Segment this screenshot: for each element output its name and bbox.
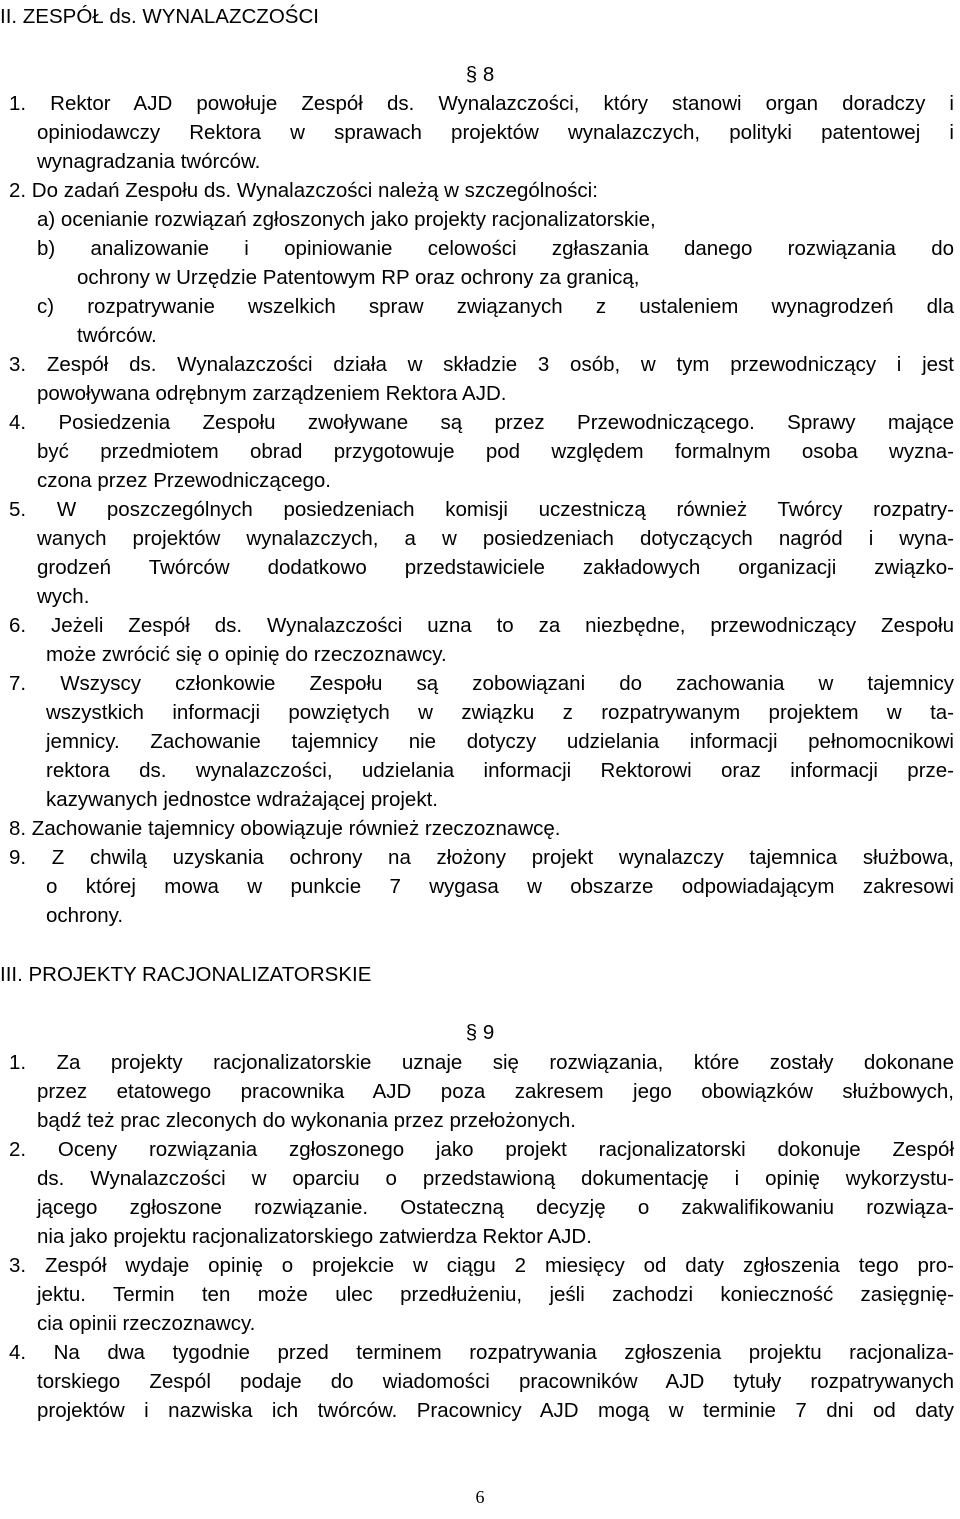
text-line: ochrony.: [46, 904, 124, 927]
text-line: być przedmiotem obrad przygotowuje pod względem formalnym osoba wyzna-: [37, 440, 954, 463]
text-line: torskiego Zespól podaje do wiadomości pracowników AJD tytuły rozpatrywanych: [37, 1370, 954, 1393]
text-line: wszystkich informacji powziętych w związku z rozpatrywanym projektem w ta-: [46, 701, 954, 724]
text-line: 2. Oceny rozwiązania zgłoszonego jako projekt racjonalizatorski dokonuje Zespół: [9, 1138, 954, 1161]
text-line: 2. Do zadań Zespołu ds. Wynalazczości należą w szczególności:: [9, 179, 598, 202]
text-line: ds. Wynalazczości w oparciu o przedstawioną dokumentację i opinię wykorzystu-: [37, 1167, 954, 1190]
text-line: wych.: [37, 585, 90, 608]
text-line: 9. Z chwilą uzyskania ochrony na złożony projekt wynalazczy tajemnica służbowa,: [9, 846, 954, 869]
paragraph-mark: § 9: [465, 1021, 495, 1044]
text-line: 7. Wszyscy członkowie Zespołu są zobowiązani do zachowania w tajemnicy: [9, 672, 954, 695]
text-line: jemnicy. Zachowanie tajemnicy nie dotyczy udzielania informacji pełnomocnikowi: [46, 730, 954, 753]
text-line: o której mowa w punkcie 7 wygasa w obszarze odpowiadającym zakresowi: [46, 875, 954, 898]
text-line: 1. Rektor AJD powołuje Zespół ds. Wynalazczości, który stanowi organ doradczy i: [9, 92, 954, 115]
section-heading: II. ZESPÓŁ ds. WYNALAZCZOŚCI: [0, 5, 319, 28]
text-line: c) rozpatrywanie wszelkich spraw związanych z ustaleniem wynagrodzeń dla: [37, 295, 954, 318]
text-line: 4. Posiedzenia Zespołu zwoływane są przez Przewodniczącego. Sprawy mające: [9, 411, 954, 434]
section-heading: III. PROJEKTY RACJONALIZATORSKIE: [0, 963, 372, 986]
text-line: 6. Jeżeli Zespół ds. Wynalazczości uzna to za niezbędne, przewodniczący Zespołu: [9, 614, 954, 637]
text-line: 3. Zespół wydaje opinię o projekcie w ciągu 2 miesięcy od daty zgłoszenia tego pro-: [9, 1254, 954, 1277]
text-line: cia opinii rzeczoznawcy.: [37, 1312, 256, 1335]
text-line: opiniodawczy Rektora w sprawach projektów wynalazczych, polityki patentowej i: [37, 121, 954, 144]
text-line: wanych projektów wynalazczych, a w posiedzeniach dotyczących nagród i wyna-: [37, 527, 954, 550]
text-line: 4. Na dwa tygodnie przed terminem rozpatrywania zgłoszenia projektu racjonaliza-: [9, 1341, 954, 1364]
text-line: nia jako projektu racjonalizatorskiego zatwierdza Rektor AJD.: [37, 1225, 592, 1248]
text-line: powoływana odrębnym zarządzeniem Rektora AJD.: [37, 382, 507, 405]
text-line: b) analizowanie i opiniowanie celowości zgłaszania danego rozwiązania do: [37, 237, 954, 260]
text-line: czona przez Przewodniczącego.: [37, 469, 331, 492]
text-line: ochrony w Urzędzie Patentowym RP oraz ochrony za granicą,: [77, 266, 640, 289]
text-line: wynagradzania twórców.: [37, 150, 261, 173]
text-line: 5. W poszczególnych posiedzeniach komisji uczestniczą również Twórcy rozpatry-: [9, 498, 954, 521]
text-line: twórców.: [77, 324, 157, 347]
page-number: 6: [475, 1487, 485, 1507]
text-line: może zwrócić się o opinię do rzeczoznawcy.: [46, 643, 447, 666]
paragraph-mark: § 8: [465, 63, 495, 86]
text-line: rektora ds. wynalazczości, udzielania informacji Rektorowi oraz informacji prze-: [46, 759, 954, 782]
text-line: bądź też prac zleconych do wykonania przez przełożonych.: [37, 1109, 576, 1132]
text-line: 3. Zespół ds. Wynalazczości działa w składzie 3 osób, w tym przewodniczący i jest: [9, 353, 954, 376]
text-line: projektów i nazwiska ich twórców. Pracownicy AJD mogą w terminie 7 dni od daty: [37, 1399, 954, 1422]
text-line: jącego zgłoszone rozwiązanie. Ostateczną decyzję o zakwalifikowaniu rozwiąza-: [37, 1196, 954, 1219]
text-line: grodzeń Twórców dodatkowo przedstawiciele zakładowych organizacji związko-: [37, 556, 954, 579]
text-line: kazywanych jednostce wdrażającej projekt.: [46, 788, 438, 811]
text-line: 8. Zachowanie tajemnicy obowiązuje również rzeczoznawcę.: [9, 817, 561, 840]
text-line: 1. Za projekty racjonalizatorskie uznaje się rozwiązania, które zostały dokonane: [9, 1051, 954, 1074]
text-line: a) ocenianie rozwiązań zgłoszonych jako projekty racjonalizatorskie,: [37, 208, 656, 231]
text-line: jektu. Termin ten może ulec przedłużeniu, jeśli zachodzi konieczność zasięgnię-: [37, 1283, 954, 1306]
text-line: przez etatowego pracownika AJD poza zakresem jego obowiązków służbowych,: [37, 1080, 954, 1103]
